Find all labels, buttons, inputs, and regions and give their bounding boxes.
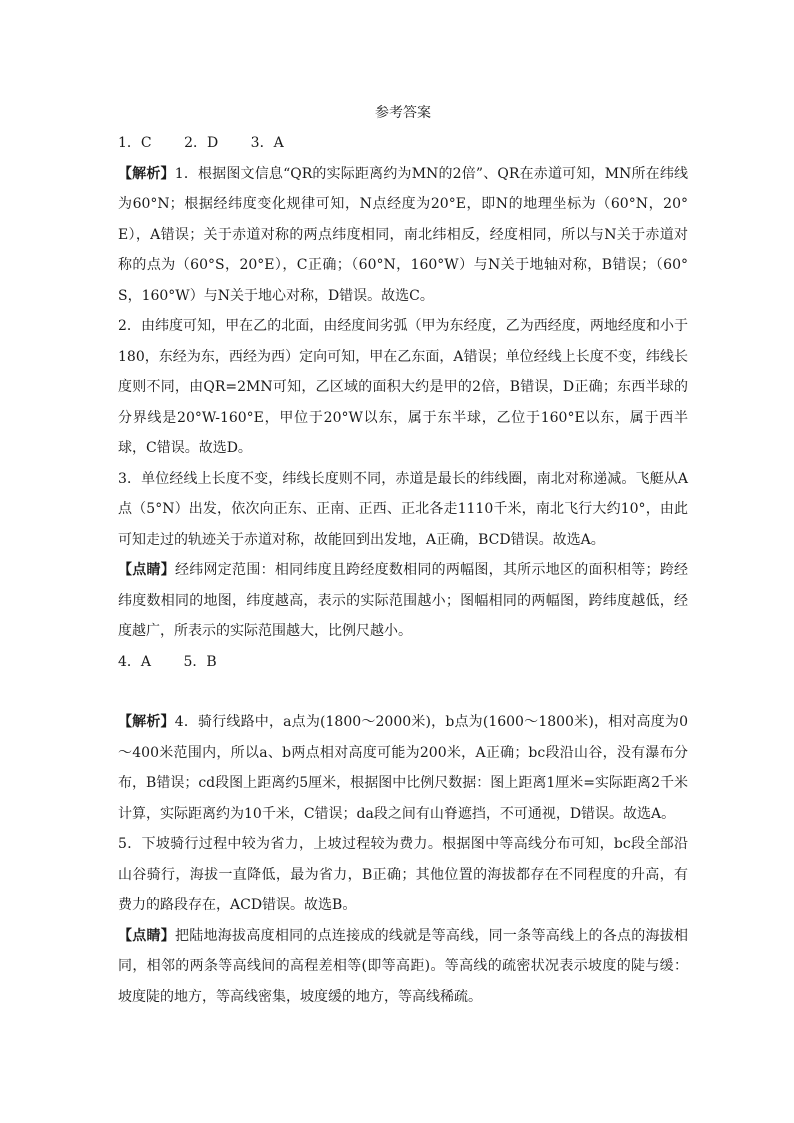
analysis-text-q4: 4．骑行线路中，a点为(1800～2000米)，b点为(1600～1800米)，相对高度为0～400米范围内，所以a、b两点相对高度可能为200米，A正确；bc段沿山谷，没有瀑布分布，B错误；cd段图上距离约5厘米，根据图中比例尺数据：图上距离1厘米=实际距离2千米计算，实际距离约为10千米，C错误；da段之间有山脊遮挡，不可通视，D错误。故选A。 bbox=[118, 714, 688, 822]
answer-1: 1．C bbox=[118, 135, 152, 151]
answer-2: 2．D bbox=[184, 135, 219, 151]
analysis-text-q1: 1．根据图文信息“QR的实际距离约为MN的2倍”、QR在赤道可知，MN所在纬线为60°N；根据经纬度变化规律可知，N点经度为20°E，即N的地理坐标为（60°N，20°E），A错误；关于赤道对称的两点纬度相同，南北纬相反，经度相同，所以与N关于赤道对称的点为（60°S，20°E），C正确；（60°N，160°W）与N关于地轴对称，B错误；（60°S，160°W）与N关于地心对称，D错误。故选C。 bbox=[118, 165, 689, 304]
tip-text-2: 把陆地海拔高度相同的点连接成的线就是等高线，同一条等高线上的各点的海拔相同，相邻的两条等高线间的高程差相等(即等高距)。等高线的疏密状况表示坡度的陡与缓：坡度陡的地方，等高线密集，坡度缓的地方，等高线稀疏。 bbox=[118, 927, 689, 1005]
analysis-tag: 【解析】 bbox=[118, 165, 175, 182]
analysis-q1 bbox=[118, 159, 688, 312]
tip-tag: 【点睛】 bbox=[118, 562, 176, 578]
answer-4: 4．A bbox=[118, 653, 152, 670]
answers-row-1 bbox=[118, 128, 688, 159]
analysis-q2: 2．由纬度可知，甲在乙的北面，由经度间劣弧（甲为东经度，乙为西经度，两地经度和小于180，东经为东，西经为西）定向可知，甲在乙东面，A错误；单位经线上长度不变，纬线长度则不同，由QR=2MN可知，乙区域的面积大约是甲的2倍，B错误，D正确；东西半球的分界线是20°W-160°E，甲位于20°W以东，属于东半球，乙位于160°E以东，属于西半球，C错误。故选D。 bbox=[118, 318, 688, 456]
answer-3: 3．A bbox=[250, 135, 284, 151]
spacer bbox=[118, 677, 688, 707]
answer-5: 5．B bbox=[183, 653, 217, 670]
page-title: 参考答案 bbox=[375, 105, 431, 121]
tip-tag-2: 【点睛】 bbox=[118, 927, 176, 944]
analysis-tag-2: 【解析】 bbox=[118, 714, 175, 730]
analysis-q4 bbox=[118, 707, 688, 829]
analysis-q5: 5．下坡骑行过程中较为省力，上坡过程较为费力。根据图中等高线分布可知，bc段全部沿山谷骑行，海拔一直降低，最为省力，B正确；其他位置的海拔都存在不同程度的升高，有费力的路段存在，ACD错误。故选B。 bbox=[118, 836, 688, 913]
answer-key-page bbox=[118, 100, 688, 1012]
answers-row-2 bbox=[118, 647, 688, 678]
tip-text-1: 经纬网定范围：相同纬度且跨经度数相同的两幅图，其所示地区的面积相等；跨经纬度数相同的地图，纬度越高，表示的实际范围越小；图幅相同的两幅图，跨纬度越低，经度越广，所表示的实际范围越大，比例尺越小。 bbox=[118, 562, 689, 639]
tip-section-2 bbox=[118, 921, 688, 1013]
analysis-q3: 3．单位经线上长度不变，纬线长度则不同，赤道是最长的纬线圈，南北对称递减。飞艇从A点（5°N）出发，依次向正东、正南、正西、正北各走1110千米，南北飞行大约10°，由此可知走过的轨迹关于赤道对称，故能回到出发地，A正确，BCD错误。故选A。 bbox=[118, 470, 688, 548]
tip-section-1 bbox=[118, 555, 688, 647]
